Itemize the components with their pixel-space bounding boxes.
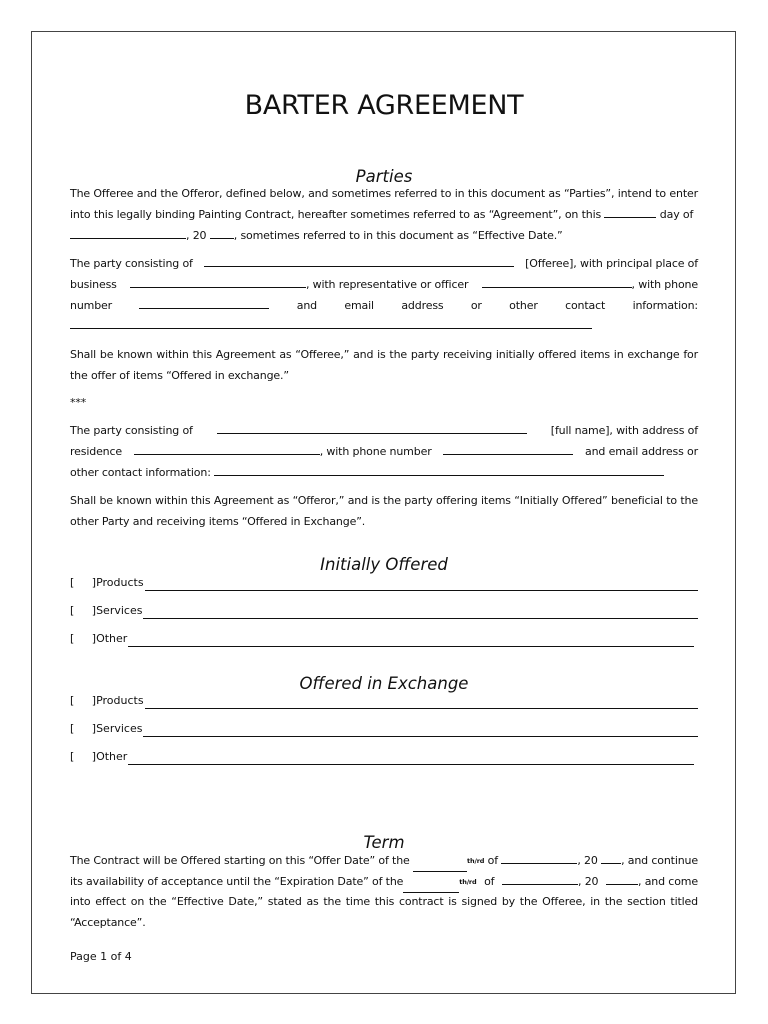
parties-intro-line-2 <box>70 205 698 226</box>
offeree-party-label: The party consisting of <box>70 257 193 270</box>
exchange-services-blank[interactable] <box>143 725 698 737</box>
parties-intro-line-3 <box>70 226 698 247</box>
page-number: Page 1 of 4 <box>70 950 132 963</box>
phone-label: , with phone <box>631 278 698 291</box>
representative-blank[interactable] <box>482 275 632 288</box>
effective-date-text: , sometimes referred to in this document as “Effective Date.” <box>233 229 563 242</box>
offer-day-blank[interactable] <box>413 859 467 872</box>
exchange-products-blank[interactable] <box>145 697 698 709</box>
offeror-contact-label: other contact information: <box>70 466 211 479</box>
year-prefix: , 20 <box>186 229 207 242</box>
offeree-name-blank[interactable] <box>204 254 514 267</box>
term-line-3: into effect on the “Effective Date,” stated as the time this contract is signed by the Offeree, in the section titled “Acceptance”. <box>70 895 698 929</box>
initially-offered-services-row <box>70 603 698 619</box>
expiration-day-blank[interactable] <box>403 880 459 893</box>
services-label: Services <box>96 604 143 617</box>
exchange-services-checkbox[interactable]: [ ] <box>70 722 97 735</box>
offer-year-blank[interactable] <box>601 851 621 864</box>
intro-text: into this legally binding Painting Contract, hereafter sometimes referred to as “Agreement”, on this <box>70 208 602 221</box>
word-email: email <box>344 299 374 312</box>
number-label: number <box>70 299 113 312</box>
exchange-other-row <box>70 749 694 765</box>
offeree-line-2 <box>70 275 698 296</box>
products-checkbox[interactable]: [ ] <box>70 576 97 589</box>
expiration-year-blank[interactable] <box>606 872 638 885</box>
offeror-role-text: [full name], with address of <box>550 424 698 437</box>
term-heading: Term <box>363 833 405 852</box>
word-or: or <box>470 299 482 312</box>
offeror-line-2 <box>70 442 698 463</box>
intro-day-of: day of <box>659 208 694 221</box>
offer-month-blank[interactable] <box>501 851 577 864</box>
offer-continue: , and continue <box>621 854 698 867</box>
day-blank[interactable] <box>604 205 656 218</box>
other-checkbox[interactable]: [ ] <box>70 632 97 645</box>
offer-date-text: The Contract will be Offered starting on this “Offer Date” of the <box>70 854 410 867</box>
offeree-contact-line <box>70 316 698 337</box>
year-blank[interactable] <box>210 226 234 239</box>
offeror-known-as: Shall be known within this Agreement as “Offeror,” and is the party offering items “Initially Offered” beneficial to the other Party and receiving items “Offered in Exchange”. <box>70 494 698 528</box>
business-label: business <box>70 278 117 291</box>
exchange-services-label: Services <box>96 722 143 735</box>
exchange-products-label: Products <box>96 694 144 707</box>
offeree-phone-blank[interactable] <box>139 296 269 309</box>
offeree-role-text: [Offeree], with principal place of <box>525 257 698 270</box>
offeror-line-3 <box>70 463 698 484</box>
parties-heading: Parties <box>355 167 413 186</box>
expiration-of: of <box>484 875 495 888</box>
word-address: address <box>401 299 444 312</box>
offeree-contact-blank[interactable] <box>70 316 592 329</box>
exchange-other-label: Other <box>96 750 128 763</box>
word-and: and <box>296 299 317 312</box>
separator-stars: *** <box>70 396 87 409</box>
document-title: BARTER AGREEMENT <box>244 90 524 121</box>
other-blank[interactable] <box>128 635 694 647</box>
expiration-year-prefix: , 20 <box>578 875 599 888</box>
offered-in-exchange-heading: Offered in Exchange <box>299 674 469 693</box>
exchange-other-blank[interactable] <box>128 753 694 765</box>
exchange-products-row <box>70 693 698 709</box>
word-contact: contact <box>565 299 606 312</box>
initially-offered-products-row <box>70 575 698 591</box>
offeror-email-label: and email address or <box>584 445 698 458</box>
offer-of: of <box>487 854 498 867</box>
expiration-come: , and come <box>638 875 698 888</box>
offeror-phone-blank[interactable] <box>443 442 573 455</box>
month-blank[interactable] <box>70 226 186 239</box>
exchange-other-checkbox[interactable]: [ ] <box>70 750 97 763</box>
products-blank[interactable] <box>145 579 698 591</box>
expiration-ordinal: th/rd <box>459 878 477 886</box>
initially-offered-heading: Initially Offered <box>320 555 448 574</box>
offer-ordinal: th/rd <box>467 857 485 865</box>
offeror-contact-blank[interactable] <box>214 463 664 476</box>
other-label: Other <box>96 632 128 645</box>
word-other: other <box>509 299 538 312</box>
residence-blank[interactable] <box>134 442 320 455</box>
business-blank[interactable] <box>130 275 306 288</box>
services-blank[interactable] <box>143 607 698 619</box>
products-label: Products <box>96 576 144 589</box>
parties-intro-line-1: The Offeree and the Offeror, defined below, and sometimes referred to in this document as “Parties”, intend to enter <box>70 187 698 200</box>
exchange-services-row <box>70 721 698 737</box>
services-checkbox[interactable]: [ ] <box>70 604 97 617</box>
term-line-1 <box>70 851 698 872</box>
offer-year-prefix: , 20 <box>577 854 598 867</box>
residence-label: residence <box>70 445 123 458</box>
offeror-phone-label: , with phone number <box>319 445 432 458</box>
term-line-2 <box>70 872 698 893</box>
exchange-products-checkbox[interactable]: [ ] <box>70 694 97 707</box>
offeree-line-3 <box>70 296 698 317</box>
word-information: information: <box>632 299 698 312</box>
expiration-month-blank[interactable] <box>502 872 578 885</box>
representative-label: , with representative or officer <box>305 278 469 291</box>
offeror-name-blank[interactable] <box>217 421 527 434</box>
expiration-date-text: its availability of acceptance until the “Expiration Date” of the <box>70 875 404 888</box>
initially-offered-other-row <box>70 631 694 647</box>
offeree-line-1 <box>70 254 698 275</box>
offeror-line-1 <box>70 421 698 442</box>
offeror-party-label: The party consisting of <box>70 424 193 437</box>
offeree-known-as: Shall be known within this Agreement as “Offeree,” and is the party receiving initially offered items in exchange for the offer of items “Offered in exchange.” <box>70 348 698 382</box>
